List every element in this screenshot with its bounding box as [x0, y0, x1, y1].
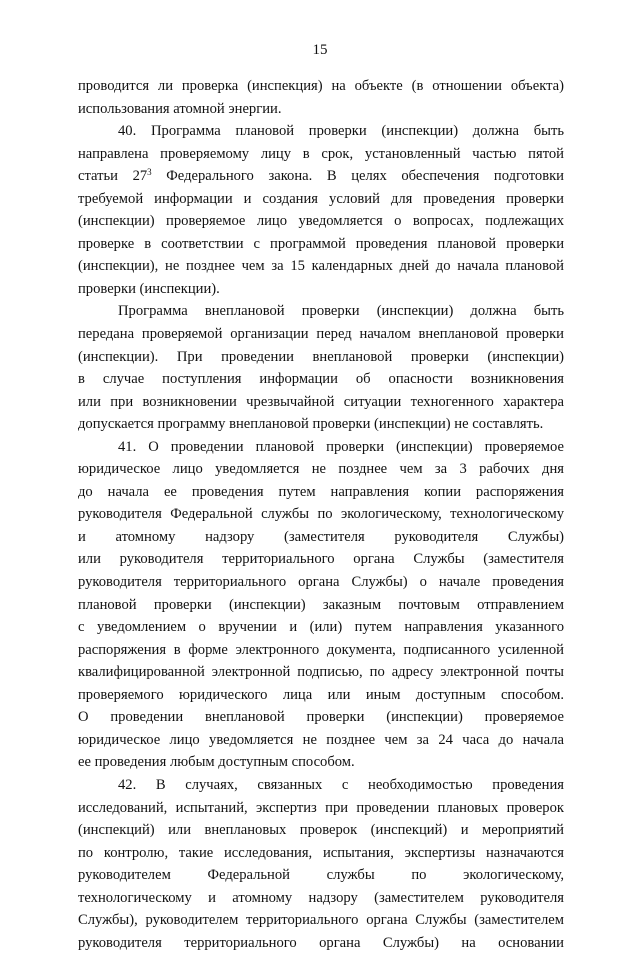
text-line-content: квалифицированной электронной подписью, по адресу электронной почты: [78, 664, 564, 681]
text-line-content: О проведении внеплановой проверки (инспекции) проверяемое: [78, 709, 564, 726]
text-line: [78, 548, 564, 571]
text-line: [78, 729, 564, 752]
text-line-content: передана проверяемой организации перед началом внеплановой проверки: [78, 326, 564, 343]
superscript: 3: [147, 167, 152, 178]
text-line-content: требуемой информации и создания условий для проведения проверки: [78, 190, 564, 207]
text-line-content: с уведомлением о вручении и (или) путем направления указанного: [78, 619, 564, 636]
text-line: [78, 932, 564, 954]
text-line: [78, 143, 564, 166]
text-line-content: проводится ли проверка (инспекция) на объекте (в отношении объекта): [78, 78, 564, 94]
text-line-content: 42. В случаях, связанных с необходимостью проведения: [118, 776, 564, 793]
text-line-content: Программа внеплановой проверки (инспекции) должна быть: [118, 303, 564, 320]
text-line-content: или при возникновении чрезвычайной ситуации техногенного характера: [78, 393, 564, 410]
text-line: [78, 751, 564, 774]
text-line: [78, 458, 564, 481]
text-line-content: или руководителя территориального органа Службы (заместителя: [78, 551, 564, 568]
text-line: [78, 278, 564, 301]
text-line-content: руководителем Федеральной службы по экологическому,: [78, 867, 564, 884]
text-line: [78, 210, 564, 233]
text-line-content: технологическому и атомному надзору (заместителем руководителя: [78, 889, 564, 906]
text-line-content: руководителя территориального органа Службы) о начале проведения: [78, 574, 564, 591]
text-line-content: плановой проверки (инспекции) заказным почтовым отправлением: [78, 596, 564, 613]
text-line: [78, 594, 564, 617]
text-line-content: проверки (инспекции).: [78, 280, 220, 297]
text-line: [78, 233, 564, 256]
text-line: [78, 819, 564, 842]
text-line: [78, 368, 564, 391]
text-line: [78, 255, 564, 278]
text-line-content: направлена проверяемому лицу в срок, установленный частью пятой: [78, 145, 564, 162]
text-line-content: допускается программу внеплановой проверки (инспекции) не составлять.: [78, 416, 544, 433]
text-line-content: статьи 27: [78, 168, 148, 185]
text-line: [78, 887, 564, 910]
text-line-continuation: Федерального закона. В целях обеспечения подготовки: [151, 168, 564, 185]
text-line-content: использования атомной энергии.: [78, 100, 282, 117]
text-line-content: проверке в соответствии с программой проведения плановой проверки: [78, 235, 564, 252]
text-line-content: до начала ее проведения путем направления копии распоряжения: [78, 483, 564, 500]
text-line-content: руководителя Федеральной службы по экологическому, технологическому: [78, 506, 564, 523]
text-line: [78, 661, 564, 684]
text-line-content: и атомному надзору (заместителя руководителя Службы): [78, 528, 564, 545]
text-line-content: в случае поступления информации об опасности возникновения: [78, 371, 564, 388]
text-line: [78, 300, 564, 323]
text-line: [78, 571, 564, 594]
text-line: [78, 842, 564, 865]
text-line: [78, 797, 564, 820]
text-line: [78, 120, 564, 143]
text-line: [78, 436, 564, 459]
text-line-content: распоряжения в форме электронного документа, подписанного усиленной: [78, 641, 564, 658]
text-line: [78, 774, 564, 797]
text-line-content: ее проведения любым доступным способом.: [78, 754, 355, 771]
text-line: [78, 75, 564, 98]
text-line-content: (инспекции), не позднее чем за 15 календарных дней до начала плановой: [78, 258, 564, 275]
text-line: [78, 909, 564, 932]
text-line: [78, 639, 564, 662]
text-line: [78, 616, 564, 639]
document-body: [78, 75, 564, 954]
text-line: [78, 346, 564, 369]
text-line: [78, 413, 564, 436]
text-line: [78, 706, 564, 729]
text-line-content: (инспекций) или внеплановых проверок (инспекций) и мероприятий: [78, 822, 564, 839]
text-line-content: (инспекции). При проведении внеплановой проверки (инспекции): [78, 348, 564, 365]
text-line-content: по контролю, такие исследования, испытания, экспертизы назначаются: [78, 844, 564, 861]
text-line-content: юридическое лицо уведомляется не позднее чем за 24 часа до начала: [78, 731, 564, 748]
page-number: 15: [312, 42, 328, 58]
text-line-content: проверяемого юридического лица или иным доступным способом.: [78, 686, 564, 703]
text-line: [78, 503, 564, 526]
text-line-content: руководителя территориального органа Службы) на основании: [78, 934, 564, 951]
text-line-content: (инспекции) проверяемое лицо уведомляется о вопросах, подлежащих: [78, 213, 564, 230]
text-line: [78, 526, 564, 549]
text-line: [78, 481, 564, 504]
text-line: [78, 391, 564, 414]
text-line-content: Службы), руководителем территориального органа Службы (заместителем: [78, 912, 564, 929]
text-line-content: 41. О проведении плановой проверки (инспекции) проверяемое: [118, 438, 564, 455]
text-line: [78, 684, 564, 707]
text-line: [78, 323, 564, 346]
text-line: [78, 165, 564, 188]
text-line: [78, 98, 564, 121]
text-line-content: юридическое лицо уведомляется не позднее чем за 3 рабочих дня: [78, 461, 564, 478]
text-line-content: исследований, испытаний, экспертиз при проведении плановых проверок: [78, 799, 564, 816]
text-line: [78, 864, 564, 887]
text-line: [78, 188, 564, 211]
text-line-content: 40. Программа плановой проверки (инспекции) должна быть: [118, 123, 564, 140]
